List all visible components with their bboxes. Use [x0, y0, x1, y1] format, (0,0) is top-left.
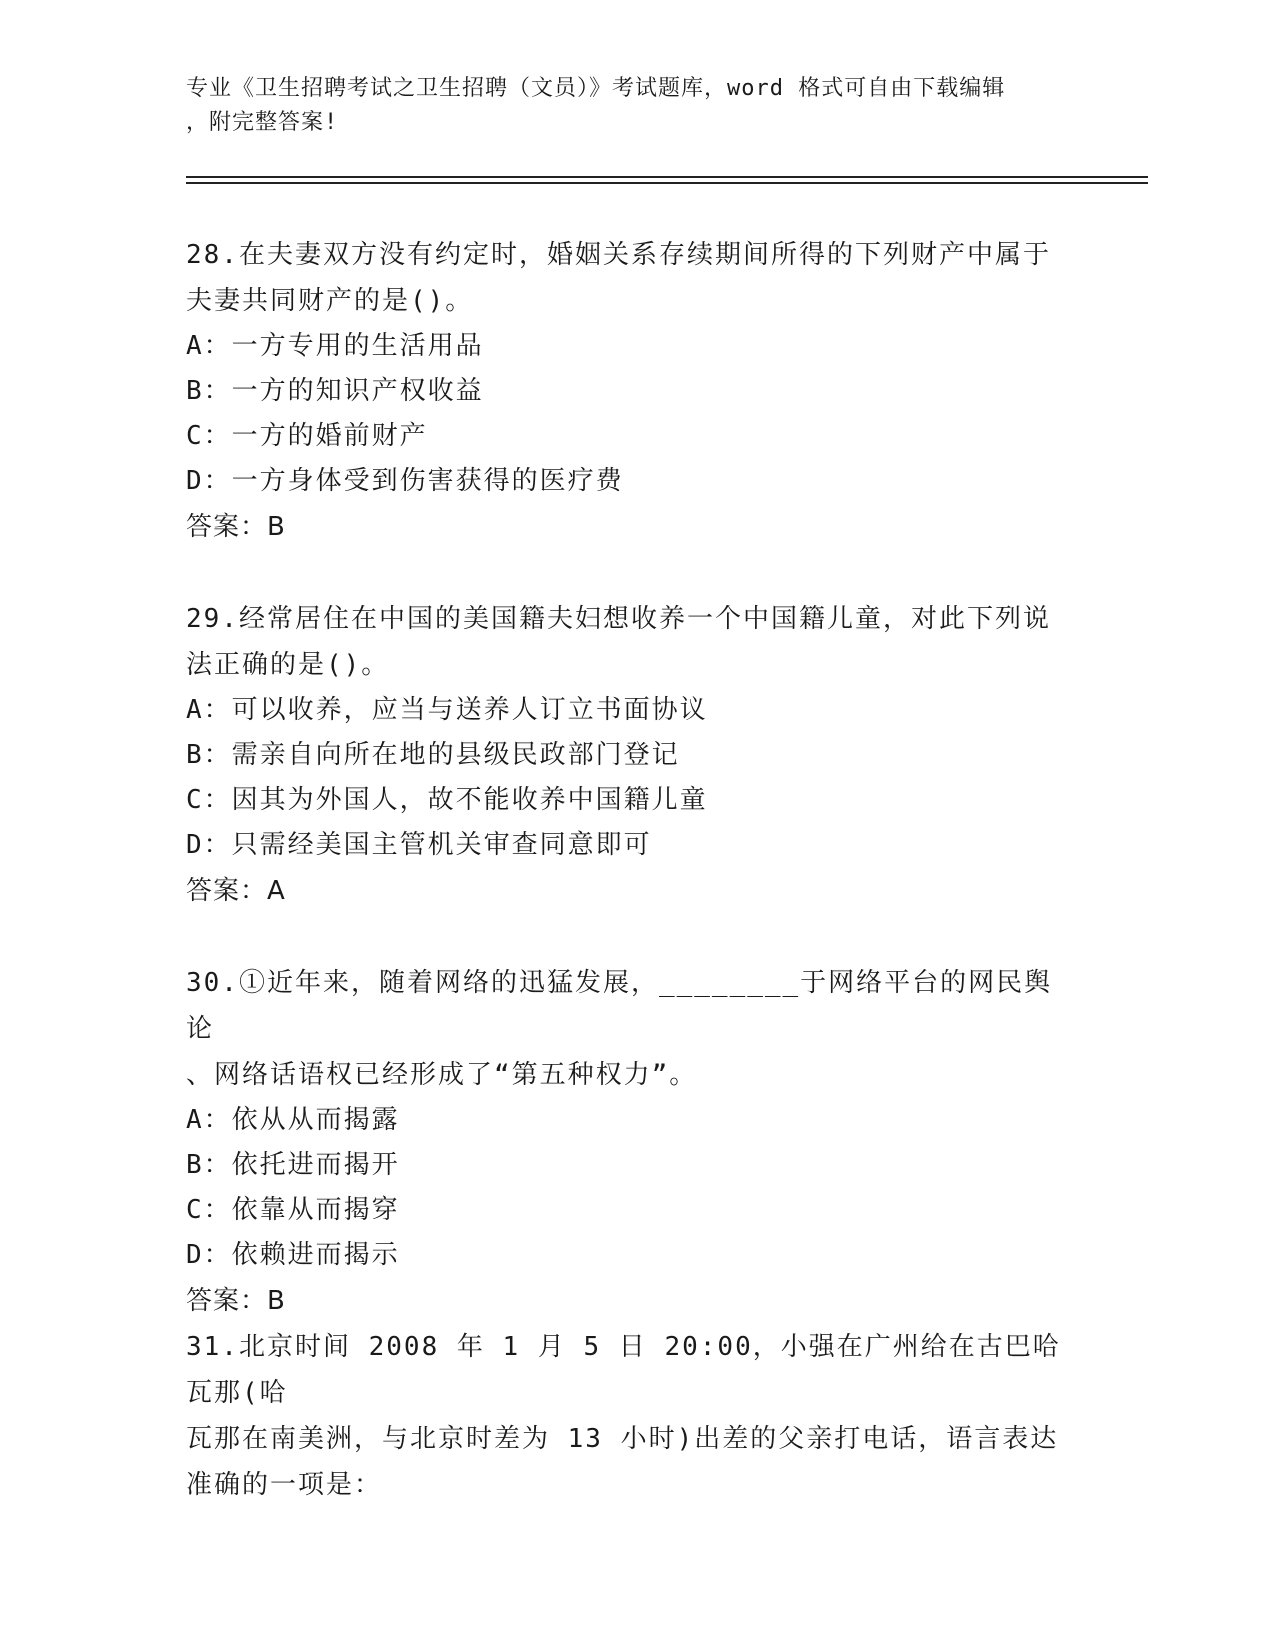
- header-divider-top: [186, 176, 1148, 178]
- question-stem-continued: 、网络话语权已经形成了“第五种权力”。: [186, 1060, 698, 1090]
- question-stem-continued: 夫妻共同财产的是()。: [186, 286, 474, 316]
- question-stem: 31.北京时间 2008 年 1 月 5 日 20:00，小强在广州给在古巴哈瓦那(哈: [186, 1332, 1061, 1408]
- question-29: [186, 596, 1066, 914]
- header-line-1: 专业《卫生招聘考试之卫生招聘（文员）》考试题库，word 格式可自由下载编辑: [186, 76, 1006, 101]
- option-d: D：只需经美国主管机关审查同意即可: [186, 830, 652, 860]
- answer: 答案：B: [186, 512, 286, 542]
- question-30: [186, 960, 1066, 1324]
- question-31: [186, 1324, 1066, 1508]
- option-b: B：依托进而揭开: [186, 1150, 400, 1180]
- question-stem: 30.①近年来，随着网络的迅猛发展，________于网络平台的网民舆论: [186, 968, 1053, 1044]
- option-a: A：依从从而揭露: [186, 1105, 400, 1135]
- option-b: B：需亲自向所在地的县级民政部门登记: [186, 740, 680, 770]
- option-b: B：一方的知识产权收益: [186, 376, 484, 406]
- header-divider-bottom: [186, 182, 1148, 184]
- option-c: C：依靠从而揭穿: [186, 1195, 400, 1225]
- option-d: D：依赖进而揭示: [186, 1240, 400, 1270]
- answer: 答案：B: [186, 1286, 286, 1316]
- option-c: C：一方的婚前财产: [186, 421, 428, 451]
- option-d: D：一方身体受到伤害获得的医疗费: [186, 466, 624, 496]
- answer: 答案：A: [186, 876, 286, 906]
- option-c: C：因其为外国人，故不能收养中国籍儿童: [186, 785, 708, 815]
- header-line-2: ，附完整答案!: [186, 110, 339, 135]
- question-stem-continued-2: 准确的一项是：: [186, 1470, 383, 1500]
- document-header: [186, 72, 1066, 140]
- option-a: A：一方专用的生活用品: [186, 331, 484, 361]
- question-stem: 28.在夫妻双方没有约定时，婚姻关系存续期间所得的下列财产中属于: [186, 240, 1051, 270]
- question-stem: 29.经常居住在中国的美国籍夫妇想收养一个中国籍儿童，对此下列说: [186, 604, 1051, 634]
- question-stem-continued: 法正确的是()。: [186, 650, 390, 680]
- question-stem-continued: 瓦那在南美洲，与北京时差为 13 小时)出差的父亲打电话，语言表达: [186, 1424, 1059, 1454]
- question-28: [186, 232, 1066, 550]
- option-a: A：可以收养，应当与送养人订立书面协议: [186, 695, 708, 725]
